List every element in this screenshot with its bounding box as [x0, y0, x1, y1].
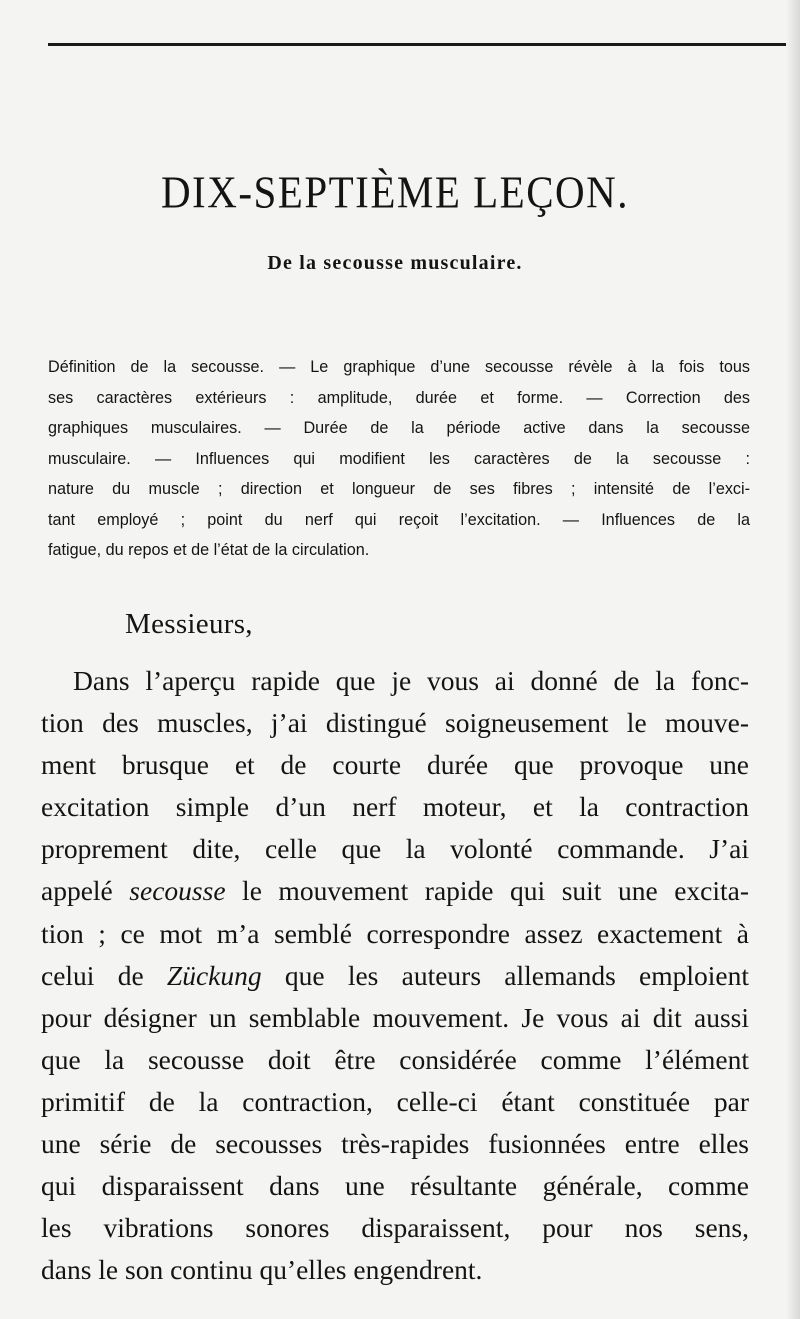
- body-paragraph: [41, 660, 749, 1291]
- chapter-title: DIX-SEPTIÈME LEÇON.: [160, 166, 630, 218]
- body-line: que la secousse doit être considérée comme l’élément: [41, 1043, 749, 1075]
- body-line: qui disparaissent dans une résultante générale, comme: [41, 1170, 749, 1202]
- body-line: une série de secousses très-rapides fusionnées entre elles: [41, 1128, 749, 1160]
- summary-line: ses caractères extérieurs : amplitude, durée et forme. — Correction des: [48, 388, 750, 407]
- body-line: les vibrations sonores disparaissent, pour nos sens,: [41, 1212, 749, 1244]
- body-line: excitation simple d’un nerf moteur, et la contraction: [41, 791, 749, 823]
- summary-line: graphiques musculaires. — Durée de la période active dans la secousse: [48, 419, 750, 437]
- body-line: dans le son continu qu’elles engendrent.: [41, 1254, 483, 1286]
- chapter-summary: [48, 352, 750, 566]
- body-line-text: que les auteurs allemands emploient: [261, 959, 749, 991]
- page-edge-shadow: [786, 0, 800, 1319]
- chapter-subtitle: De la secousse musculaire.: [267, 252, 523, 274]
- body-line: Dans l’aperçu rapide que je vous ai donné de la fonc-: [73, 665, 749, 696]
- body-line: tion ; ce mot m’a semblé correspondre assez exactement à: [41, 917, 749, 949]
- header-rule: [48, 43, 793, 46]
- body-line: [41, 955, 749, 997]
- salutation: Messieurs,: [125, 608, 253, 640]
- body-line-text: celui de: [41, 959, 167, 991]
- summary-line: nature du muscle ; direction et longueur de ses fibres ; intensité de l’exci-: [48, 480, 750, 498]
- summary-line: fatigue, du repos et de l’état de la circulation.: [48, 541, 370, 559]
- body-line: primitif de la contraction, celle-ci étant constituée par: [41, 1085, 749, 1117]
- summary-line: musculaire. — Influences qui modifient les caractères de la secousse :: [48, 449, 750, 468]
- body-line: tion des muscles, j’ai distingué soigneusement le mouve-: [41, 707, 749, 739]
- italic-term: secousse: [129, 875, 226, 907]
- italic-term: Zückung: [166, 959, 262, 991]
- body-line: proprement dite, celle que la volonté commande. J’ai: [41, 833, 749, 865]
- body-line-text: appelé: [41, 875, 130, 907]
- summary-line: tant employé ; point du nerf qui reçoit l’excitation. — Influences de la: [48, 510, 750, 529]
- body-line: pour désigner un semblable mouvement. Je vous ai dit aussi: [41, 1001, 749, 1033]
- summary-line: Définition de la secousse. — Le graphique d’une secousse révèle à la fois tous: [48, 358, 750, 376]
- body-line: ment brusque et de courte durée que provoque une: [41, 749, 749, 781]
- body-line-text: le mouvement rapide qui suit une excita-: [225, 875, 749, 907]
- body-line: [41, 870, 749, 912]
